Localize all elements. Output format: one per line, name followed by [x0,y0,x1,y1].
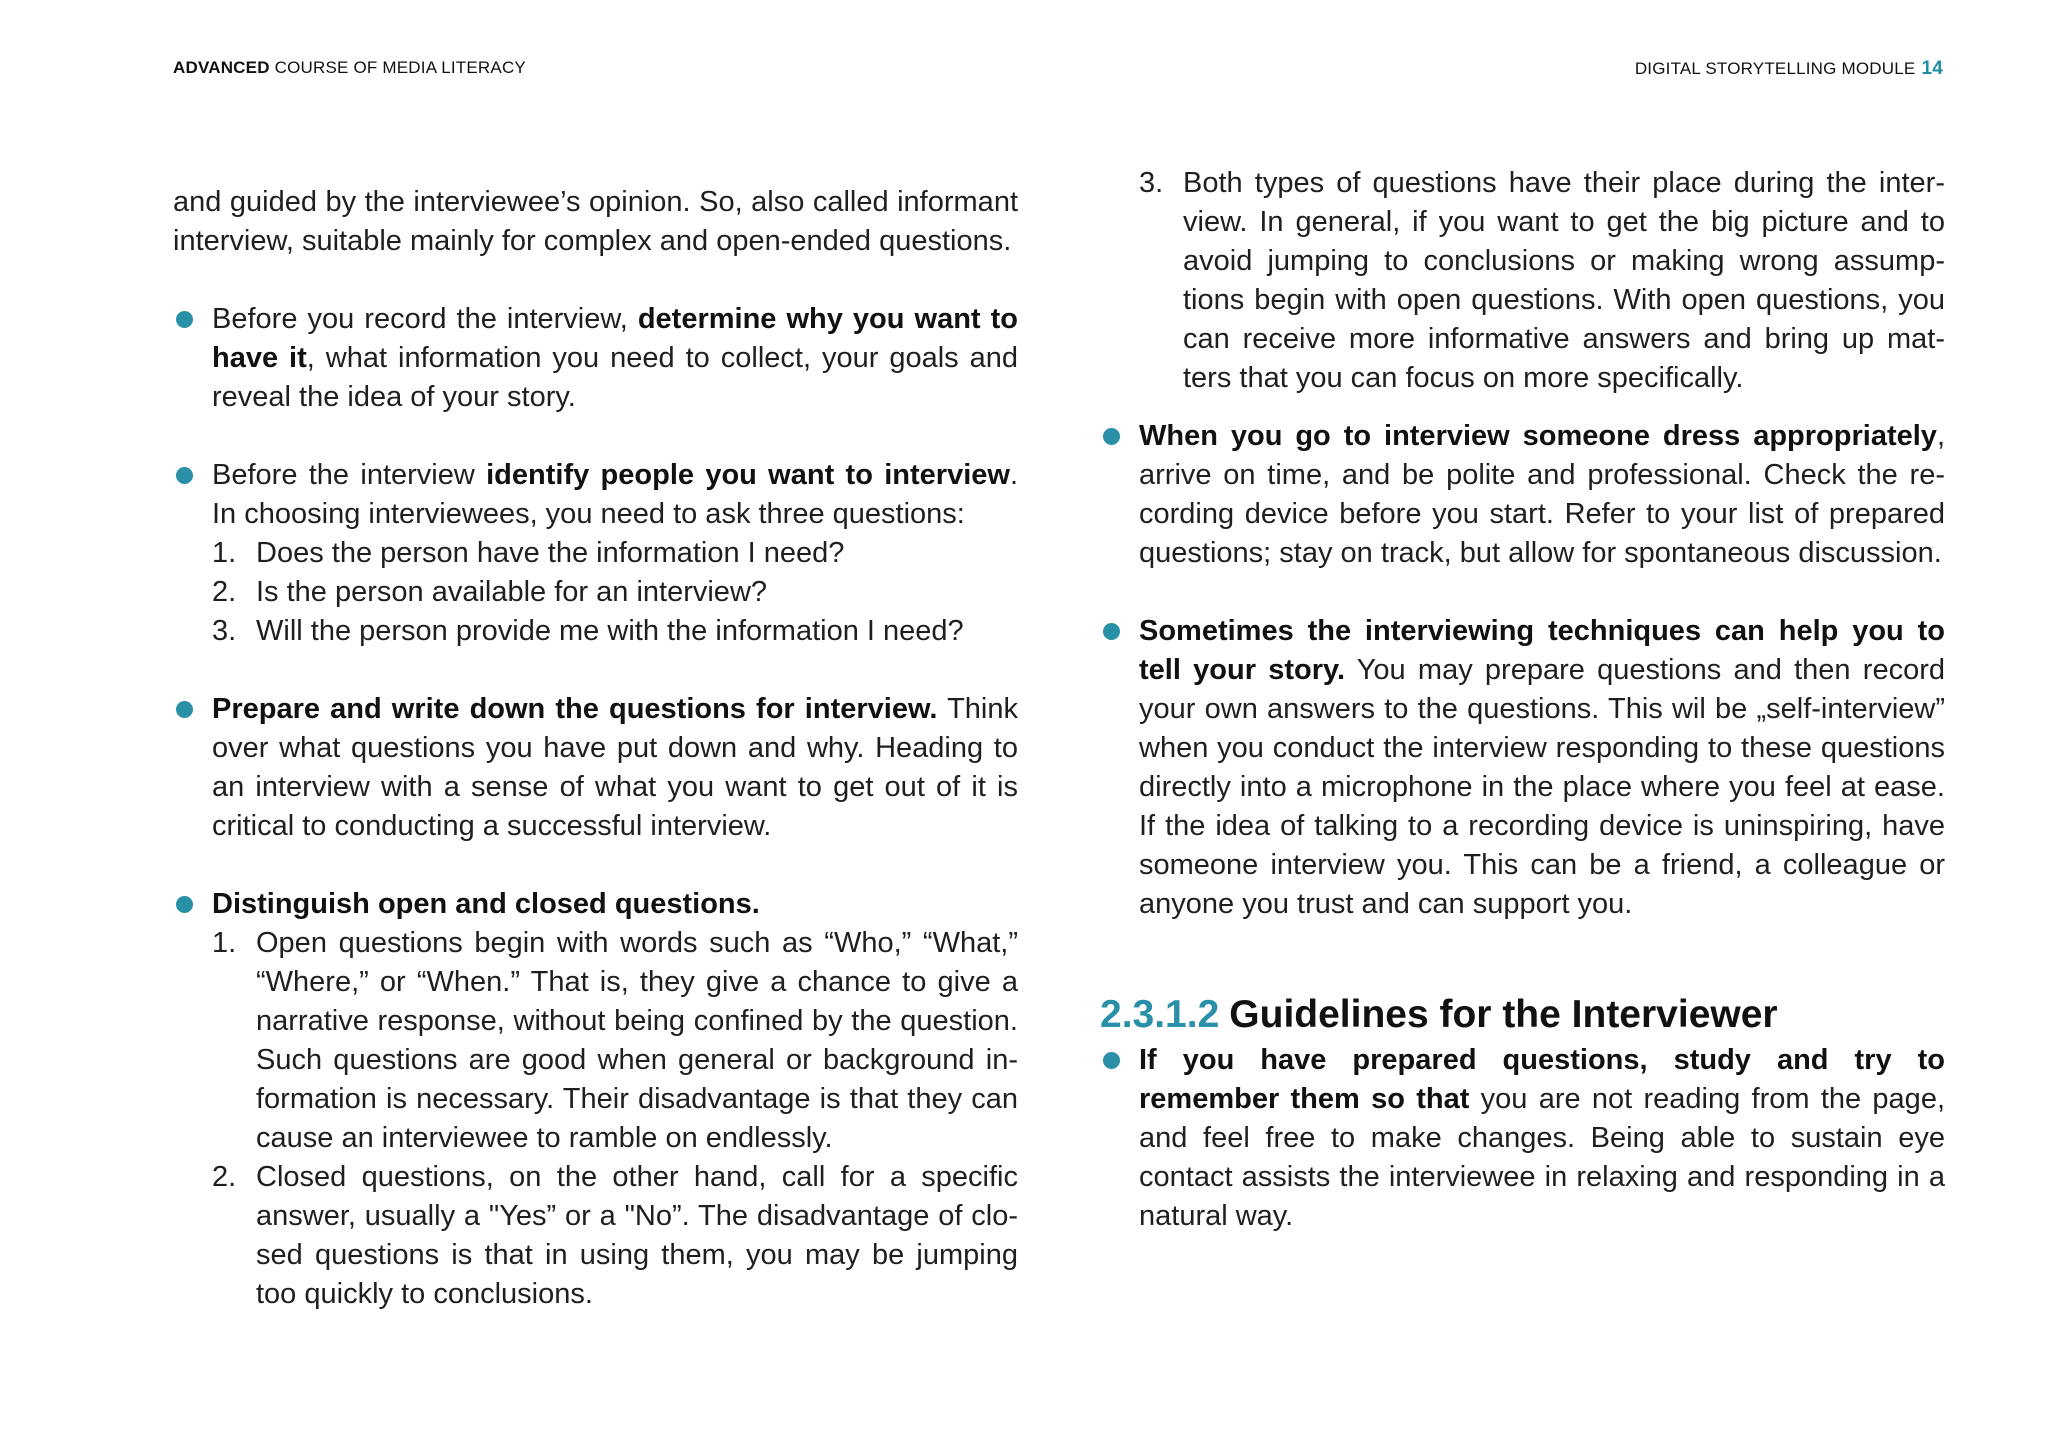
running-header-right [1635,58,1943,80]
list-item-text: Closed questions, on the other hand, call for a specific answer, usually a "Yes” or a "No”. The disadvantage of clo-sed questions is that in using them, you may be jumping too quickly to conclusions. [256,1161,1018,1310]
list-item [212,573,1018,612]
list-item [212,612,1018,651]
interviewee-questions-list [212,534,1018,651]
list-item [212,1158,1018,1314]
section-number: 2.3.1.2 [1100,993,1220,1036]
bullet-text: , arrive on time, and be polite and professional. Check the re-cording device before you start. Refer to your list of prepared questions; stay on track, but allow for spontaneous discussion. [1139,420,1945,569]
bullet-remember-questions [1139,1041,1945,1236]
list-item-text: Is the person available for an interview? [256,576,768,608]
list-number: 3. [1139,167,1164,199]
bullet-determine-why [212,300,1018,417]
list-item-text: Open questions begin with words such as “Who,” “What,” “Where,” or “When.” That is, they give a chance to give a narrative response, without being confined by the question. Such questions are good when general or background in-formation is necessary. Their disadvantage is that they can cause an interviewee to ramble on endlessly. [256,927,1018,1154]
bullet-text: Think over what questions you have put down and why. Heading to an interview with a sense of what you want to get out of it is critical to conducting a successful interview. [212,693,1018,842]
list-item-text: Does the person have the information I need? [256,537,845,569]
bullet-prepare-questions [212,690,1018,846]
list-number: 2. [212,1161,237,1193]
bullet-bold-text: When you go to interview someone dress appropriately [1139,420,1937,452]
course-label: COURSE OF MEDIA LITERACY [274,58,526,77]
section-heading [1100,992,1945,1038]
bullet-bold-text: If you have prepared questions, study and try to remember them so that [1139,1044,1945,1115]
bullet-open-closed [212,885,1018,1314]
list-item-text: Both types of questions have their place during the inter-view. In general, if you want to get the big picture and to avoid jumping to conclusions or making wrong assump-tions begin with open questions. With open questions, you can receive more informative answers and bring up mat-ters that you can focus on more specifically. [1183,167,1945,394]
list-item [212,924,1018,1158]
bullet-bold-text: Prepare and write down the questions for interview. [212,693,938,725]
bullet-dress-appropriately [1139,417,1945,573]
course-label-bold: ADVANCED [173,58,270,77]
bullet-bold-text: identify people you want to interview [486,459,1010,491]
module-label: DIGITAL STORYTELLING MODULE [1634,59,1916,78]
bullet-bold-text: Sometimes the interviewing techniques can help you to tell your story. [1139,615,1945,686]
list-number: 1. [212,537,237,569]
bullet-text: You may prepare questions and then record your own answers to the questions. This wil be „self-interview” when you conduct the interview responding to these questions directly into a microphone in the place where you feel at ease. If the idea of talking to a recording device is uninspiring, have someone interview you. This can be a friend, a colleague or anyone you trust and can support you. [1139,654,1945,920]
intro-paragraph: and guided by the interviewee’s opinion. So, also called informant interview, suitable mainly for complex and open-ended questions. [173,186,1018,257]
bullet-text: Before you record the interview, [212,303,638,335]
bullet-text: you are not reading from the page, and feel free to make changes. Being able to sustain eye contact assists the interviewee in relaxing and responding in a natural way. [1139,1083,1945,1232]
list-item [212,534,1018,573]
question-types-list-continued [1139,164,1945,398]
bullet-identify-people [212,456,1018,651]
list-item-text: Will the person provide me with the information I need? [256,615,964,647]
section-title: Guidelines for the Interviewer [1229,993,1778,1036]
page-number: 14 [1921,58,1943,79]
list-item [1139,164,1945,398]
list-number: 1. [212,927,237,959]
bullet-text: , what information you need to collect, your goals and reveal the idea of your story. [212,342,1019,413]
list-number: 3. [212,615,237,647]
bullet-interviewing-techniques [1139,612,1945,924]
bullet-bold-text: determine why you want to have it [212,303,1018,374]
question-types-list [212,924,1018,1314]
list-number: 2. [212,576,237,608]
bullet-bold-text: Distinguish open and closed questions. [212,888,760,920]
bullet-text: Before the interview [212,459,487,491]
bullet-text: . In choosing interviewees, you need to ask three questions: [212,459,1019,530]
running-header-left [173,58,526,78]
